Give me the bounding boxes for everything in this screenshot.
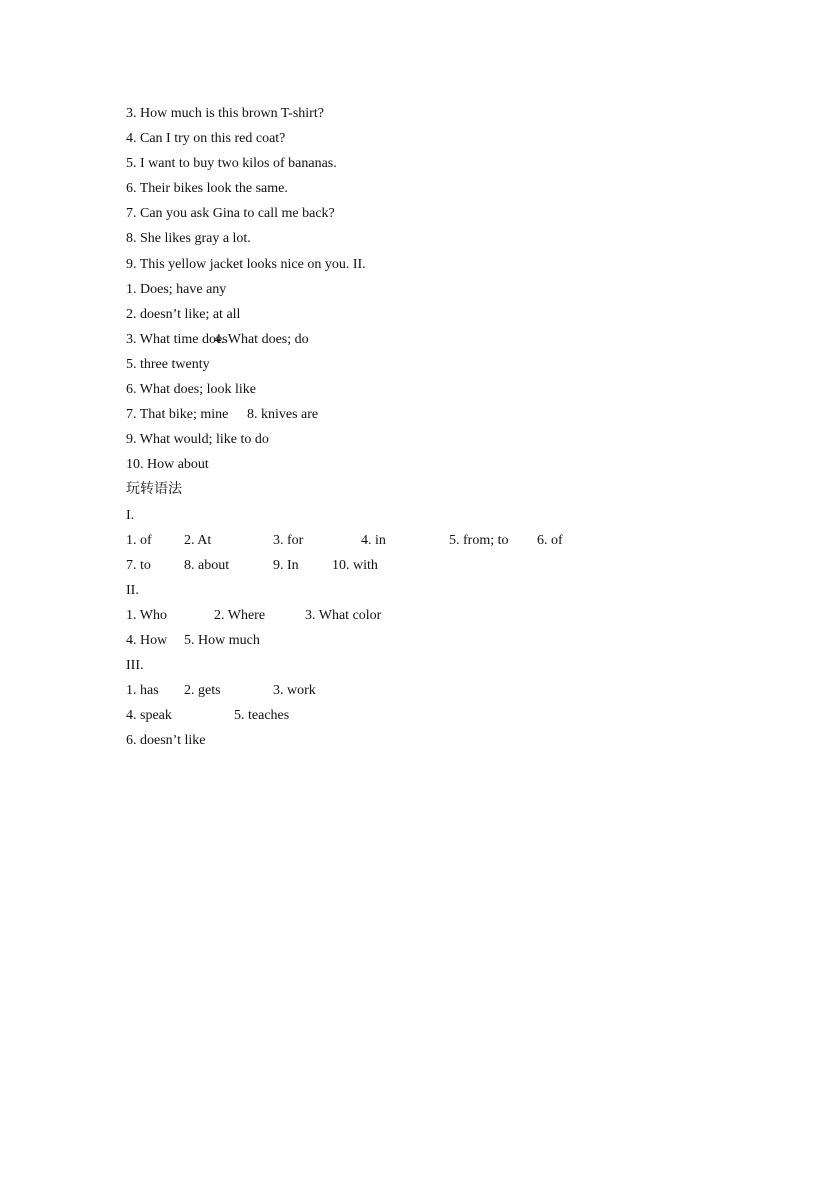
section-heading: 玩转语法: [126, 482, 182, 498]
answer-line: 5. I want to buy two kilos of bananas.: [126, 156, 337, 172]
answer-item: 9. In: [273, 557, 299, 573]
answer-item: 4. What does; do: [214, 331, 309, 347]
answer-item: 4. speak: [126, 708, 172, 724]
answer-row: [126, 605, 563, 630]
answer-item: 6. of: [537, 532, 563, 548]
answer-row: [126, 630, 563, 655]
answer-item: 10. with: [332, 557, 378, 573]
answer-key: [126, 103, 563, 755]
answer-row: [126, 555, 563, 580]
answer-item: 4. in: [361, 532, 386, 548]
answer-line: 9. This yellow jacket looks nice on you. II.: [126, 256, 366, 272]
answer-item: 8. about: [184, 557, 230, 573]
answer-item: 3. work: [273, 683, 316, 699]
answer-line: 2. doesn’t like; at all: [126, 306, 241, 322]
answer-item: 8. knives are: [247, 407, 319, 423]
answer-line: 6. Their bikes look the same.: [126, 181, 288, 197]
section-label: III.: [126, 658, 144, 674]
answer-row: [126, 705, 563, 730]
answer-row: [126, 680, 563, 705]
answer-line: 8. She likes gray a lot.: [126, 231, 251, 247]
answer-item: 1. has: [126, 683, 159, 699]
answer-line: 3. How much is this brown T-shirt?: [126, 106, 324, 121]
answer-row: [126, 404, 563, 429]
answer-item: 5. teaches: [234, 708, 290, 724]
answer-item: 1. of: [126, 532, 152, 548]
answer-item: 5. How much: [184, 632, 260, 648]
answer-line: 6. doesn’t like: [126, 733, 206, 749]
section-label: II.: [126, 582, 139, 598]
answer-item: 2. gets: [184, 683, 221, 699]
answer-row: [126, 530, 563, 555]
answer-item: 4. How: [126, 632, 168, 648]
answer-item: 7. That bike; mine: [126, 407, 229, 423]
section-label: I.: [126, 507, 135, 523]
answer-item: 7. to: [126, 557, 151, 573]
answer-row: [126, 329, 563, 354]
answer-item: 3. What time does: [126, 331, 228, 347]
answer-line: 5. three twenty: [126, 356, 210, 372]
answer-line: 9. What would; like to do: [126, 432, 269, 448]
answer-line: 1. Does; have any: [126, 281, 227, 297]
answer-line: 7. Can you ask Gina to call me back?: [126, 206, 335, 222]
answer-item: 5. from; to: [449, 532, 509, 548]
answer-item: 1. Who: [126, 607, 167, 623]
answer-line: 10. How about: [126, 457, 209, 473]
answer-line: 6. What does; look like: [126, 382, 256, 398]
answer-item: 2. Where: [214, 607, 266, 623]
answer-item: 3. What color: [305, 607, 382, 623]
answer-item: 2. At: [184, 532, 212, 548]
answer-line: 4. Can I try on this red coat?: [126, 131, 286, 147]
answer-item: 3. for: [273, 532, 304, 548]
